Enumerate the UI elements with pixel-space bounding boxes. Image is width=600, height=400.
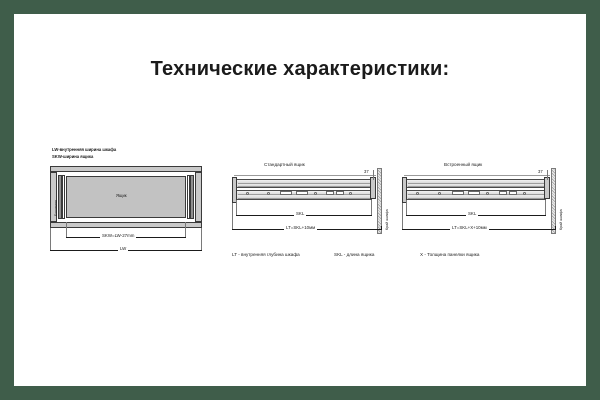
note-skw: SKW-ширина ящика bbox=[52, 154, 94, 159]
dim-skl-text: SKL bbox=[468, 211, 477, 216]
rail-hole bbox=[486, 192, 489, 195]
dim-37-text: 37 bbox=[364, 169, 369, 174]
dim-lw-text: LW bbox=[120, 246, 127, 251]
cabinet-edge-bar bbox=[551, 168, 556, 234]
rail-slot bbox=[468, 191, 480, 195]
dim-skl-ext-right bbox=[545, 200, 546, 215]
dim-skl-text: SKL bbox=[296, 211, 305, 216]
rail-slot bbox=[280, 191, 292, 195]
ref-line-top bbox=[234, 175, 376, 176]
dim-skw-text: SKW=LW-27mm bbox=[102, 233, 135, 238]
dim-lt-tick-right bbox=[555, 226, 556, 229]
dim-37-ext bbox=[373, 170, 374, 180]
dim-skl-ext-left bbox=[406, 200, 407, 215]
dim-37-ext bbox=[547, 170, 548, 180]
rail-slot bbox=[509, 191, 517, 195]
footnote-x: X - Толщина панелки ящика bbox=[420, 252, 480, 257]
ref-line-top bbox=[404, 175, 550, 176]
rail-slot bbox=[452, 191, 464, 195]
cabinet-edge-bar bbox=[377, 168, 382, 234]
dim-skw-ext-left bbox=[66, 222, 67, 237]
slide-right-outer bbox=[190, 175, 194, 219]
rear-bracket bbox=[370, 177, 376, 199]
dim-skl-ext-left bbox=[236, 200, 237, 215]
rail-slot bbox=[499, 191, 507, 195]
rail-hole bbox=[246, 192, 249, 195]
rail-slot bbox=[336, 191, 344, 195]
rail-hole bbox=[523, 192, 526, 195]
dim-skw-ext-right bbox=[185, 222, 186, 237]
rail-upper bbox=[406, 179, 546, 188]
figure-built-in-drawer bbox=[396, 144, 561, 274]
rail-hole bbox=[349, 192, 352, 195]
dim-lt-text: LT=SKL+10мм bbox=[286, 225, 316, 230]
slide-left-inner bbox=[62, 175, 65, 219]
dim-lw-ext-left bbox=[50, 228, 51, 250]
rail-slot bbox=[326, 191, 334, 195]
caption-built-in: Встроенный ящик bbox=[444, 162, 483, 167]
dim-lt-text: LT=SKL+X+10мм bbox=[452, 225, 487, 230]
caption-standard: Стандартный ящик bbox=[264, 162, 305, 167]
dim-37-text: 37 bbox=[538, 169, 543, 174]
cabinet-bottom-panel bbox=[50, 222, 202, 228]
rail-upper bbox=[236, 179, 372, 188]
rail-hole bbox=[267, 192, 270, 195]
dim-lw-ext-right bbox=[201, 228, 202, 250]
rail-hole bbox=[314, 192, 317, 195]
rail-hole bbox=[438, 192, 441, 195]
footnote-lt: LT - внутренняя глубина шкафа bbox=[232, 252, 300, 257]
slide-card bbox=[14, 14, 586, 386]
page-title: Технические характеристики: bbox=[150, 58, 450, 80]
footnote-skl: SKL - длина ящика bbox=[334, 252, 375, 257]
rail-hole bbox=[416, 192, 419, 195]
figure-front-view bbox=[44, 144, 209, 264]
drawer-label: Ящик bbox=[116, 193, 127, 198]
cabinet-edge-label: Край шкафа bbox=[559, 209, 563, 230]
cabinet-top-panel bbox=[50, 166, 202, 172]
dim-skl-ext-right bbox=[371, 200, 372, 215]
cabinet-edge-label: Край шкафа bbox=[385, 209, 389, 230]
side-panel-label: Боковина bbox=[54, 200, 58, 216]
cabinet-right-wall bbox=[195, 172, 202, 222]
rail-slot bbox=[296, 191, 308, 195]
dim-lt-tick-right bbox=[381, 226, 382, 229]
dim-lt-ext-left bbox=[402, 203, 403, 229]
rear-bracket bbox=[544, 177, 550, 199]
dim-lt-ext-left bbox=[232, 203, 233, 229]
note-lw: LW-внутренняя ширина шкафа bbox=[52, 147, 117, 152]
figure-standard-drawer bbox=[226, 144, 389, 274]
